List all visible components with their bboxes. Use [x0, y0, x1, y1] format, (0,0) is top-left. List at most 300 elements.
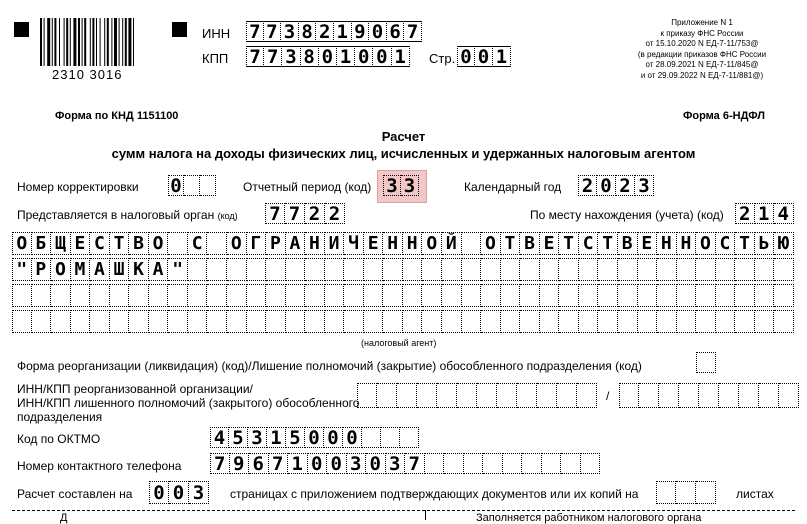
field-cell — [286, 284, 306, 307]
field-cell — [696, 310, 716, 333]
field-cell — [537, 383, 557, 408]
field-cell — [110, 310, 130, 333]
field-cell: " — [12, 258, 32, 281]
field-cell: 9 — [230, 453, 250, 474]
inn-field[interactable] — [246, 21, 422, 42]
field-cell — [462, 284, 482, 307]
appendix-note: Приложение N 1 к приказу ФНС России от 15.10.2020 N ЕД-7-11/753@ (в редакции приказов ФНС России от 28.09.2021 N ЕД-7-11/845@ и от 29.09.2022 N ЕД-7-11/881@) — [637, 18, 767, 80]
field-cell: 4 — [210, 427, 229, 448]
field-cell — [383, 258, 403, 281]
period-label: Отчетный период (код) — [243, 180, 372, 194]
field-cell: 3 — [189, 481, 209, 504]
field-cell: О — [149, 232, 169, 255]
slash-separator: / — [606, 389, 610, 403]
field-cell — [540, 284, 560, 307]
field-cell — [344, 258, 364, 281]
field-cell: 2 — [578, 175, 597, 196]
field-cell — [501, 258, 521, 281]
field-cell: 5 — [229, 427, 248, 448]
year-label: Календарный год — [464, 180, 562, 194]
oktmo-label: Код по ОКТМО — [17, 432, 101, 446]
field-cell — [598, 284, 618, 307]
field-cell: 3 — [401, 175, 419, 196]
field-cell — [364, 258, 384, 281]
field-cell — [90, 310, 110, 333]
field-cell: С — [579, 232, 599, 255]
field-cell — [579, 284, 599, 307]
field-cell — [403, 310, 423, 333]
field-cell — [618, 258, 638, 281]
field-cell: 0 — [597, 175, 616, 196]
field-cell: С — [188, 232, 208, 255]
field-cell: О — [227, 232, 247, 255]
field-cell — [464, 453, 484, 474]
field-cell — [657, 284, 677, 307]
field-cell — [457, 383, 477, 408]
field-cell — [462, 258, 482, 281]
field-cell — [522, 453, 542, 474]
field-cell: В — [618, 232, 638, 255]
field-cell — [520, 258, 540, 281]
field-cell: О — [696, 232, 716, 255]
location-label: По месту нахождения (учета) (код) — [530, 208, 724, 222]
field-cell — [503, 453, 523, 474]
field-cell: 0 — [373, 46, 391, 67]
field-cell — [719, 383, 739, 408]
form-code: Форма 6-НДФЛ — [683, 110, 765, 122]
field-cell — [188, 284, 208, 307]
field-cell — [168, 284, 188, 307]
field-cell: Г — [247, 232, 267, 255]
field-cell — [344, 310, 364, 333]
phone-label: Номер контактного телефона — [17, 459, 182, 473]
field-cell: Т — [735, 232, 755, 255]
field-cell — [207, 232, 227, 255]
reorg-inn-label-1: ИНН/КПП реорганизованной организации/ — [17, 382, 253, 396]
field-cell — [481, 310, 501, 333]
field-cell: 5 — [286, 427, 305, 448]
field-cell — [579, 310, 599, 333]
field-cell: 1 — [337, 46, 355, 67]
field-cell: 0 — [319, 46, 337, 67]
field-cell — [774, 258, 794, 281]
field-cell — [207, 284, 227, 307]
year-field[interactable] — [578, 175, 654, 196]
field-cell — [227, 284, 247, 307]
field-cell — [735, 258, 755, 281]
field-cell: 2 — [616, 175, 635, 196]
field-cell: Т — [559, 232, 579, 255]
field-cell — [656, 481, 676, 504]
field-cell — [542, 453, 562, 474]
field-cell — [520, 310, 540, 333]
reorg-label: Форма реорганизации (ликвидация) (код)/Лишение полномочий (закрытие) обособленного подразделения (код) — [17, 359, 642, 373]
field-cell — [286, 258, 306, 281]
field-cell: 3 — [347, 453, 367, 474]
field-cell: 3 — [386, 453, 406, 474]
field-cell — [481, 258, 501, 281]
reorg-inn-label-3: подразделения — [17, 410, 103, 424]
field-cell — [71, 310, 91, 333]
field-cell — [32, 284, 52, 307]
field-cell: 6 — [249, 453, 269, 474]
field-cell — [437, 383, 457, 408]
field-cell: Н — [403, 232, 423, 255]
field-cell — [657, 258, 677, 281]
field-cell: Н — [383, 232, 403, 255]
field-cell: Е — [71, 232, 91, 255]
field-cell: Ч — [344, 232, 364, 255]
field-cell — [129, 310, 149, 333]
field-cell — [325, 258, 345, 281]
field-cell — [618, 310, 638, 333]
field-cell — [618, 284, 638, 307]
field-cell: 0 — [308, 453, 328, 474]
field-cell — [716, 310, 736, 333]
field-cell: О — [51, 258, 71, 281]
field-cell — [168, 310, 188, 333]
field-cell: В — [520, 232, 540, 255]
field-cell — [497, 383, 517, 408]
field-cell: 0 — [355, 46, 373, 67]
field-cell: В — [129, 232, 149, 255]
field-cell — [517, 383, 537, 408]
correction-field[interactable] — [168, 175, 216, 196]
field-cell: 7 — [264, 46, 282, 67]
field-cell: Н — [305, 232, 325, 255]
field-cell — [520, 284, 540, 307]
field-cell — [483, 453, 503, 474]
pages-mid-label: страницах с приложением подтверждающих документов или их копий на — [230, 487, 639, 501]
field-cell — [598, 310, 618, 333]
field-cell — [579, 258, 599, 281]
field-cell: Б — [32, 232, 52, 255]
field-cell: 7 — [404, 21, 422, 42]
field-cell — [51, 310, 71, 333]
field-cell — [639, 383, 659, 408]
field-cell — [110, 284, 130, 307]
field-cell — [559, 258, 579, 281]
field-cell — [344, 284, 364, 307]
field-cell — [362, 427, 381, 448]
field-cell: 0 — [475, 46, 493, 67]
agent-name-row-2[interactable] — [12, 258, 794, 281]
field-cell: 2 — [305, 203, 325, 224]
field-cell: 1 — [334, 21, 352, 42]
footer-right-text: Заполняется работником налогового органа — [476, 512, 702, 524]
field-cell — [442, 284, 462, 307]
field-cell: А — [149, 258, 169, 281]
field-cell: 7 — [264, 21, 282, 42]
field-cell: Т — [501, 232, 521, 255]
field-cell — [305, 284, 325, 307]
field-cell — [477, 383, 497, 408]
field-cell — [699, 383, 719, 408]
inn-label: ИНН — [202, 26, 231, 41]
field-cell — [71, 284, 91, 307]
field-cell: 9 — [352, 21, 370, 42]
field-cell — [425, 453, 445, 474]
barcode-icon — [38, 18, 164, 66]
field-cell: 0 — [324, 427, 343, 448]
field-cell: Е — [638, 232, 658, 255]
corner-marker-left — [14, 22, 29, 37]
oktmo-field[interactable] — [210, 427, 419, 448]
page-number-field[interactable] — [457, 46, 511, 67]
reorg-inn-label-2: ИНН/КПП лишенного полномочий (закрытого) обособленного — [17, 396, 360, 410]
agent-name-row-1[interactable] — [12, 232, 794, 255]
field-cell — [247, 310, 267, 333]
correction-label: Номер корректировки — [17, 180, 139, 194]
field-cell — [383, 310, 403, 333]
form-subtitle: сумм налога на доходы физических лиц, исчисленных и удержанных налоговым агентом — [111, 146, 696, 161]
field-cell: К — [129, 258, 149, 281]
field-cell: Н — [657, 232, 677, 255]
field-cell: Й — [442, 232, 462, 255]
agent-name-row-3[interactable] — [12, 284, 794, 307]
field-cell — [305, 258, 325, 281]
kpp-field[interactable] — [246, 46, 410, 67]
field-cell — [759, 383, 779, 408]
field-cell: 3 — [282, 46, 300, 67]
field-cell — [557, 383, 577, 408]
field-cell — [12, 310, 32, 333]
field-cell — [779, 383, 799, 408]
field-cell — [442, 258, 462, 281]
field-cell: Р — [32, 258, 52, 281]
attachment-sheets-field[interactable] — [656, 481, 716, 504]
field-cell — [325, 284, 345, 307]
field-cell — [559, 310, 579, 333]
field-cell — [422, 310, 442, 333]
field-cell: 1 — [288, 453, 308, 474]
field-cell — [383, 284, 403, 307]
field-cell — [462, 232, 482, 255]
knd-code: Форма по КНД 1151100 — [55, 110, 179, 122]
barcode-number: 2310 3016 — [52, 67, 123, 82]
field-cell — [364, 310, 384, 333]
field-cell — [577, 383, 597, 408]
field-cell — [696, 284, 716, 307]
field-cell: 3 — [248, 427, 267, 448]
field-cell: Ь — [755, 232, 775, 255]
field-cell: Т — [598, 232, 618, 255]
field-cell: 8 — [299, 21, 317, 42]
field-cell: 3 — [635, 175, 654, 196]
field-cell — [422, 284, 442, 307]
field-cell — [207, 258, 227, 281]
field-cell — [305, 310, 325, 333]
field-cell — [677, 310, 697, 333]
field-cell — [540, 258, 560, 281]
field-cell: С — [716, 232, 736, 255]
pages-field[interactable] — [149, 481, 209, 504]
field-cell — [442, 310, 462, 333]
field-cell — [51, 284, 71, 307]
field-cell: 7 — [269, 453, 289, 474]
field-cell: Щ — [51, 232, 71, 255]
field-cell — [403, 284, 423, 307]
field-cell — [657, 310, 677, 333]
field-cell — [200, 175, 216, 196]
agent-caption: (налоговый агент) — [361, 338, 437, 348]
field-cell: 2 — [735, 203, 755, 224]
field-cell — [227, 310, 247, 333]
field-cell: 1 — [755, 203, 775, 224]
field-cell — [696, 258, 716, 281]
period-field[interactable] — [383, 175, 419, 196]
field-cell — [561, 453, 581, 474]
field-cell — [417, 383, 437, 408]
kpp-label: КПП — [202, 51, 229, 66]
field-cell: А — [90, 258, 110, 281]
field-cell: 4 — [774, 203, 794, 224]
footer-divider — [12, 510, 795, 511]
field-cell: 2 — [325, 203, 345, 224]
location-field[interactable] — [735, 203, 794, 224]
field-cell — [325, 310, 345, 333]
field-cell: " — [168, 258, 188, 281]
field-cell: 6 — [387, 21, 405, 42]
tax-authority-field[interactable] — [265, 203, 345, 224]
field-cell — [188, 310, 208, 333]
field-cell — [739, 383, 759, 408]
footer-left-text: Д — [60, 512, 68, 524]
page-label: Стр. — [429, 51, 456, 66]
field-cell: А — [286, 232, 306, 255]
field-cell — [149, 310, 169, 333]
field-cell: Е — [540, 232, 560, 255]
field-cell: 0 — [369, 21, 387, 42]
field-cell: 0 — [169, 481, 189, 504]
field-cell — [184, 175, 200, 196]
field-cell — [90, 284, 110, 307]
field-cell — [716, 258, 736, 281]
field-cell — [559, 284, 579, 307]
pages-label: Расчет составлен на — [17, 487, 133, 501]
field-cell — [266, 258, 286, 281]
field-cell — [659, 383, 679, 408]
field-cell — [501, 310, 521, 333]
field-cell: 0 — [149, 481, 169, 504]
field-cell — [716, 284, 736, 307]
field-cell: 0 — [327, 453, 347, 474]
field-cell — [696, 352, 716, 373]
reorg-field[interactable] — [696, 352, 716, 373]
field-cell — [397, 383, 417, 408]
field-cell — [677, 258, 697, 281]
field-cell — [286, 310, 306, 333]
field-cell — [357, 383, 377, 408]
field-cell: 1 — [267, 427, 286, 448]
field-cell — [774, 284, 794, 307]
field-cell — [149, 284, 169, 307]
field-cell — [12, 284, 32, 307]
field-cell — [676, 481, 696, 504]
field-cell — [696, 481, 716, 504]
phone-field[interactable] — [210, 453, 600, 474]
field-cell: 7 — [285, 203, 305, 224]
field-cell: Н — [677, 232, 697, 255]
field-cell — [444, 453, 464, 474]
field-cell: О — [12, 232, 32, 255]
field-cell: 7 — [246, 21, 264, 42]
field-cell — [735, 284, 755, 307]
reorg-inn-field[interactable] — [357, 383, 597, 408]
field-cell — [207, 310, 227, 333]
field-cell — [755, 284, 775, 307]
field-cell — [774, 310, 794, 333]
field-cell: 0 — [305, 427, 324, 448]
field-cell: Е — [364, 232, 384, 255]
field-cell: И — [325, 232, 345, 255]
field-cell — [677, 284, 697, 307]
field-cell — [540, 310, 560, 333]
field-cell — [481, 284, 501, 307]
field-cell — [755, 258, 775, 281]
field-cell: О — [422, 232, 442, 255]
field-cell — [598, 258, 618, 281]
field-cell: 7 — [265, 203, 285, 224]
field-cell: 0 — [366, 453, 386, 474]
footer-vertical-divider — [425, 510, 426, 520]
field-cell: 3 — [281, 21, 299, 42]
tax-authority-label: Представляется в налоговый орган (код) — [17, 208, 238, 222]
field-cell — [581, 453, 601, 474]
field-cell — [168, 232, 188, 255]
field-cell: 1 — [493, 46, 511, 67]
field-cell — [638, 284, 658, 307]
reorg-kpp-field[interactable] — [619, 383, 799, 408]
field-cell: С — [90, 232, 110, 255]
field-cell: М — [71, 258, 91, 281]
field-cell — [188, 258, 208, 281]
field-cell: 0 — [343, 427, 362, 448]
pages-end-label: листах — [736, 487, 774, 501]
field-cell — [755, 310, 775, 333]
field-cell: 0 — [457, 46, 475, 67]
field-cell — [638, 310, 658, 333]
field-cell: 7 — [210, 453, 230, 474]
corner-marker-right — [172, 22, 187, 37]
field-cell — [679, 383, 699, 408]
field-cell: 3 — [383, 175, 401, 196]
field-cell — [422, 258, 442, 281]
field-cell — [247, 258, 267, 281]
field-cell — [129, 284, 149, 307]
field-cell — [377, 383, 397, 408]
field-cell: 7 — [246, 46, 264, 67]
field-cell — [403, 258, 423, 281]
field-cell: Р — [266, 232, 286, 255]
agent-name-row-4[interactable] — [12, 310, 794, 333]
field-cell: 0 — [168, 175, 184, 196]
field-cell: 1 — [392, 46, 410, 67]
field-cell — [266, 284, 286, 307]
field-cell: Т — [110, 232, 130, 255]
field-cell — [381, 427, 400, 448]
field-cell — [638, 258, 658, 281]
field-cell — [501, 284, 521, 307]
field-cell: 2 — [316, 21, 334, 42]
field-cell — [619, 383, 639, 408]
field-cell — [266, 310, 286, 333]
field-cell: 8 — [301, 46, 319, 67]
field-cell — [400, 427, 419, 448]
field-cell — [364, 284, 384, 307]
field-cell: Ш — [110, 258, 130, 281]
field-cell — [32, 310, 52, 333]
